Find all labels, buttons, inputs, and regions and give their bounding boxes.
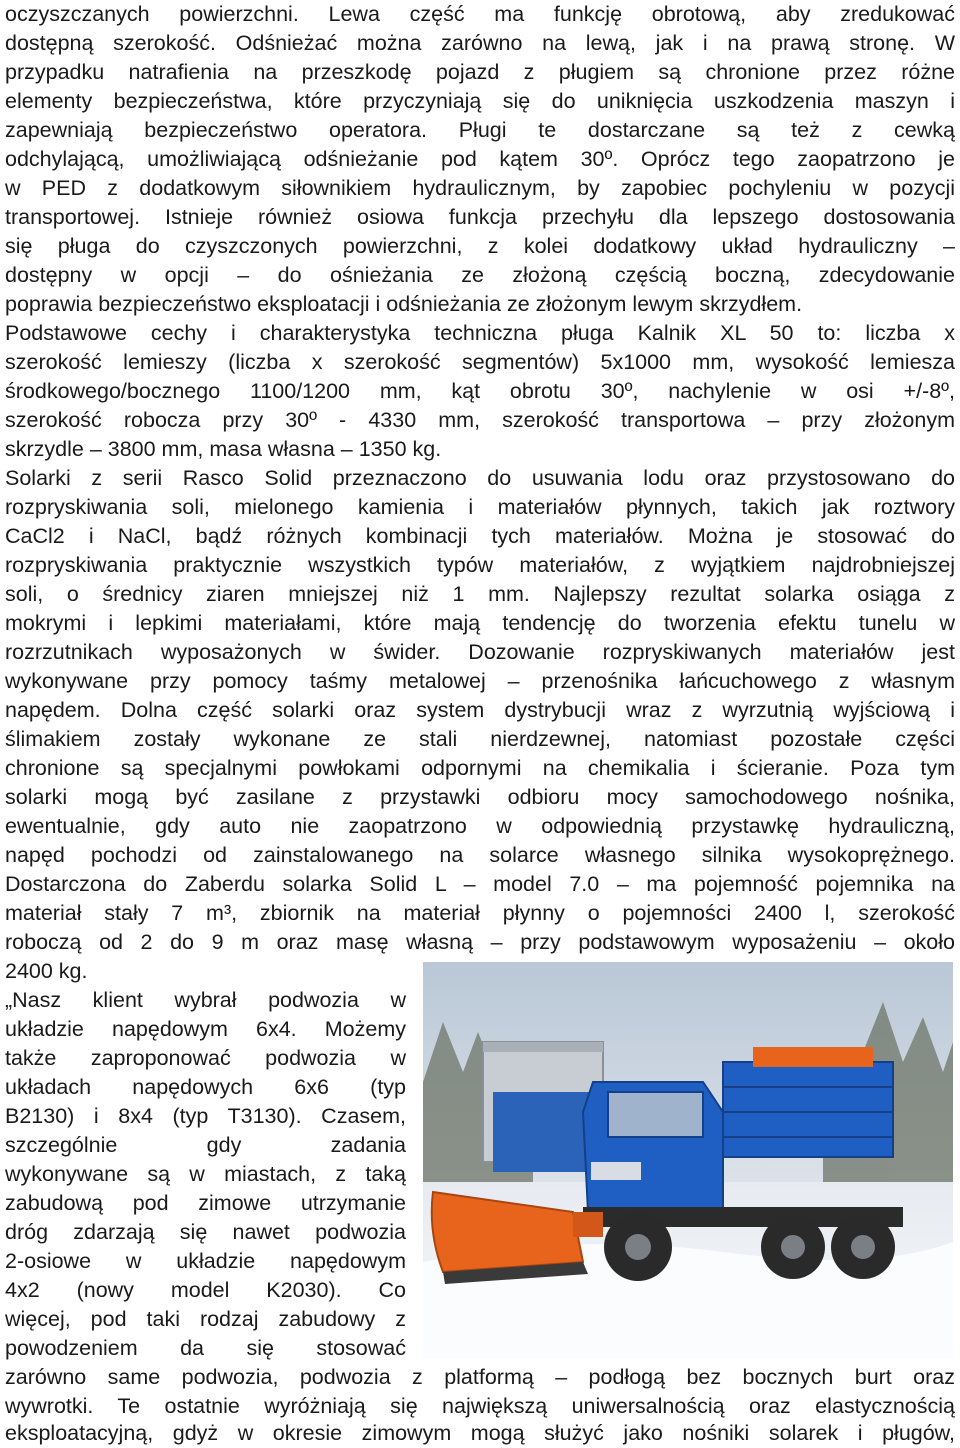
text-line: Dostarczona do Zaberdu solarka Solid L – model 7.0 – ma pojemność pojemnika na — [5, 872, 955, 896]
text-line: wykonywane przy pomocy taśmy metalowej – przenośnika łańcuchowego z własnym — [5, 669, 955, 693]
text-line: dróg zdarzają się nawet podwozia — [5, 1220, 406, 1244]
text-line: 2-osiowe w układzie napędowym — [5, 1249, 406, 1273]
text-line: rozpryskiwania soli, mielonego kamienia i materiałów płynnych, takich jak roztwory — [5, 495, 955, 519]
text-line: napęd pochodzi od zainstalowanego na solarce własnego silnika wysokoprężnego. — [5, 843, 955, 867]
truck-photo — [423, 962, 953, 1358]
text-line: także zaproponować podwozia w — [5, 1046, 406, 1070]
text-line: solarki mogą być zasilane z przystawki odbioru mocy samochodowego nośnika, — [5, 785, 955, 809]
text-line: dostępny w opcji – do ośnieżania ze złożoną częścią boczną, zdecydowanie — [5, 263, 955, 287]
text-line: 2400 kg. — [5, 959, 88, 983]
text-line: wykonywane są w miastach, z taką — [5, 1162, 406, 1186]
text-line: układach napędowych 6x6 (typ — [5, 1075, 406, 1099]
text-line: 4x2 (nowy model K2030). Co — [5, 1278, 406, 1302]
text-line: soli, o średnicy ziaren mniejszej niż 1 mm. Najlepszy rezultat solarka osiąga z — [5, 582, 955, 606]
text-line: oczyszczanych powierzchni. Lewa część ma funkcję obrotową, aby zredukować — [5, 2, 955, 26]
truck-bed — [723, 1062, 893, 1157]
text-line: wywrotki. Te ostatnie wyróżniają się największą uniwersalnością oraz elastycznością — [5, 1394, 955, 1418]
text-line: rozrzutnikach wyposażonych w świder. Dozowanie rozpryskiwanych materiałów jest — [5, 640, 955, 664]
salt-spreader — [753, 1047, 873, 1067]
text-line: zarówno same podwozia, podwozia z platformą – podłogą bez bocznych burt oraz — [5, 1365, 955, 1389]
text-line: Podstawowe cechy i charakterystyka techniczna pługa Kalnik XL 50 to: liczba x — [5, 321, 955, 345]
text-line: transportowej. Istnieje również osiowa funkcja przechyłu dla lepszego dostosowania — [5, 205, 955, 229]
text-line: przypadku natrafienia na przeszkodę pojazd z pługiem są chronione przez różne — [5, 60, 955, 84]
text-line: eksploatacyjną, gdyż w okresie zimowym mogą służyć jako nośniki solarek i pługów, — [5, 1421, 955, 1445]
text-line: Solarki z serii Rasco Solid przeznaczono do usuwania lodu oraz przystosowano do — [5, 466, 955, 490]
text-line: chronione są specjalnymi powłokami odpornymi na chemikalia i ścieranie. Poza tym — [5, 756, 955, 780]
text-line: więcej, pod taki rodzaj zabudowy z — [5, 1307, 406, 1331]
text-line: skrzydle – 3800 mm, masa własna – 1350 kg. — [5, 437, 442, 461]
text-line: szczególnie gdy zadania — [5, 1133, 406, 1157]
text-line: w PED z dodatkowym siłownikiem hydraulicznym, by zapobiec pochyleniu w pozycji — [5, 176, 955, 200]
text-line: roboczą od 2 do 9 m oraz masę własną – przy podstawowym wyposażeniu – około — [5, 930, 955, 954]
text-line: powodzeniem da się stosować — [5, 1336, 406, 1360]
text-line: napędem. Dolna część solarki oraz system dystrybucji wraz z wyrzutnią wyjściową i — [5, 698, 955, 722]
text-line: zabudową pod zimowe utrzymanie — [5, 1191, 406, 1215]
text-line: ewentualnie, gdy auto nie zaopatrzono w odpowiednią przystawkę hydrauliczną, — [5, 814, 955, 838]
text-line: mokrymi i lepkimi materiałami, które mają tendencję do tworzenia efektu tunelu w — [5, 611, 955, 635]
text-line: układzie napędowym 6x4. Możemy — [5, 1017, 406, 1041]
text-line: środkowego/bocznego 1100/1200 mm, kąt obrotu 30º, nachylenie w osi +/-8º, — [5, 379, 955, 403]
text-line: zapewniają bezpieczeństwo operatora. Pługi te dostarczane są też z cewką — [5, 118, 955, 142]
text-line: rozpryskiwania praktycznie wszystkich typów materiałów, z wyjątkiem najdrobniejszej — [5, 553, 955, 577]
text-line: materiał stały 7 m³, zbiornik na materiał płynny o pojemności 2400 l, szerokość — [5, 901, 955, 925]
text-line: szerokość lemieszy (liczba x szerokość segmentów) 5x1000 mm, wysokość lemiesza — [5, 350, 955, 374]
text-line: się pługa do czyszczonych powierzchni, z kolei dodatkowy układ hydrauliczny – — [5, 234, 955, 258]
text-line: szerokość robocza przy 30º - 4330 mm, szerokość transportowa – przy złożonym — [5, 408, 955, 432]
text-line: odchylającą, umożliwiającą odśnieżanie pod kątem 30º. Oprócz tego zaopatrzono je — [5, 147, 955, 171]
text-line: poprawia bezpieczeństwo eksploatacji i odśnieżania ze złożonym lewym skrzydłem. — [5, 292, 803, 316]
text-line: CaCl2 i NaCl, bądź różnych kombinacji tych materiałów. Można je stosować do — [5, 524, 955, 548]
text-line: elementy bezpieczeństwa, które przyczyniają się do uniknięcia uszkodzenia maszyn i — [5, 89, 955, 113]
text-line: ślimakiem zostały wykonane ze stali nierdzewnej, natomiast pozostałe części — [5, 727, 955, 751]
text-line: dostępną szerokość. Odśnieżać można zarówno na lewą, jak i na prawą stronę. W — [5, 31, 955, 55]
text-line: „Nasz klient wybrał podwozia w — [5, 988, 406, 1012]
text-line: B2130) i 8x4 (typ T3130). Czasem, — [5, 1104, 406, 1128]
